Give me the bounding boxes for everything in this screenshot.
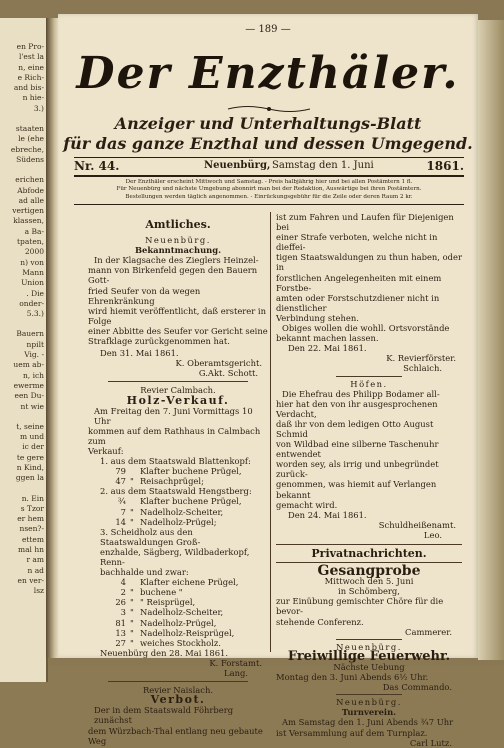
prev-page-line: ettem (21, 534, 44, 544)
holz-list-cell: 27 (115, 637, 126, 648)
prev-page-line: r am (26, 555, 44, 565)
issue-place: Neuenbürg, (204, 160, 271, 171)
holz-list-row (88, 638, 268, 648)
masthead-ornament-icon (226, 104, 312, 114)
holz-list-cell: " (130, 607, 134, 618)
text-line: ist zum Fahren und Laufen für Diejenigen bei (276, 212, 454, 233)
holz-list-cell: " (130, 627, 134, 638)
heading-verbot: Verbot. (150, 693, 206, 707)
hoefen-date: Den 24. Mai 1861. (288, 509, 367, 520)
text-line: einer Abbitte des Seufer vor Gericht seine (88, 325, 268, 336)
prev-page-line: n) von (20, 257, 44, 267)
prev-page-line: en ver- (17, 575, 44, 585)
text-line: Am Samstag den 1. Juni Abends ¾7 Uhr (282, 717, 454, 728)
text-line: ist Versammlung auf dem Turnplaz. (276, 727, 428, 738)
text-line: Der in dem Staatswald Föhrberg zunächst (94, 705, 234, 726)
prev-page-line: er hem (17, 514, 44, 524)
prev-page-line: l'est la (18, 52, 44, 62)
subscription-notice (74, 179, 464, 201)
prev-page-line: e Rich- (17, 72, 44, 82)
dateline-top-rule (74, 157, 464, 158)
text-line: Montag den 3. Juni Abends 6½ Uhr. (276, 672, 429, 683)
notice-line: Der Enzthäler erscheint Mittwoch und Samstag. - Preis halbjährig hier und bei allen Postämtern 1 fl. (125, 179, 413, 185)
text-line: Strafklage zurückgenommen hat. (88, 336, 230, 347)
prev-page-line (0, 319, 46, 329)
prev-page-line: en Pro- (16, 42, 44, 51)
prev-page-line (0, 412, 46, 422)
page-number: — 189 — (245, 24, 291, 35)
holz-list-cell (130, 577, 140, 587)
text-line: amten oder Forstschutzdiener nicht in dienstlicher (276, 292, 440, 313)
place-neuenbuerg-2: Neuenbürg. (336, 641, 402, 652)
klage-signature-office: K. Oberamtsgericht. (175, 358, 262, 369)
holz-item-3-list (88, 577, 268, 648)
issue-year: 1861. (426, 159, 464, 173)
text-line: bachhalde und zwar: (100, 567, 189, 578)
heading-turnverein: Turnverein. (341, 707, 397, 718)
holz-signature-office: K. Forstamt. (209, 657, 262, 668)
place-neuenbuerg: Neuenbürg. (145, 235, 211, 246)
book-gutter (46, 18, 58, 658)
holz-list-cell: 7 (120, 506, 126, 517)
prev-page-line: Bauern (16, 329, 44, 339)
divider (108, 681, 248, 682)
prev-page-line: le (ehe (18, 134, 44, 144)
holz-list-cell: " (130, 476, 134, 487)
holz-list-cell: Nadelholz-Prügel, (140, 617, 217, 628)
text-line: In der Klagsache des Zieglers Heinzel- (94, 255, 259, 266)
text-line: 3. Scheidholz aus den Staatswaldungen Groß- (100, 526, 201, 547)
prev-page-line: ebreche, (10, 144, 44, 154)
prev-page-line: n, eine (18, 62, 44, 72)
verbot-continuation (276, 212, 462, 343)
holz-list-cell: Klafter buchene Prügel, (140, 466, 242, 477)
feuer-signature: Das Commando. (382, 682, 452, 693)
holz-list-cell: Nadelholz-Scheiter, (140, 607, 224, 618)
prev-page-line: 2000 (24, 247, 44, 257)
hoefen-text (276, 389, 462, 510)
holz-item-1: 1. aus dem Staatswald Blattenkopf: (100, 456, 251, 467)
prev-page-line: n hie- (22, 93, 44, 103)
hoefen-signature-name: Leo. (423, 529, 442, 540)
text-line: enzhalde, Sägberg, Wildbaderkopf, Renn- (100, 546, 250, 567)
prev-page-line: Vig. - (24, 350, 44, 360)
prev-page-line: te gere (16, 452, 44, 462)
notice-bottom-rule (74, 204, 464, 205)
klage-signature-name: G.Akt. Schott. (198, 368, 258, 379)
holz-list-row (88, 597, 268, 607)
holz-list-cell: " (130, 637, 134, 648)
prev-page-line: ic der (22, 442, 44, 452)
text-line: zur Einübung gemischter Chöre für die bevor- (276, 596, 444, 617)
holz-list-cell: 2 (120, 587, 126, 598)
holz-list-cell: 3 (120, 607, 126, 618)
previous-page-fragment (0, 18, 48, 682)
turn-signature: Carl Lutz. (409, 737, 452, 748)
prev-page-line: erichen (15, 175, 44, 185)
holz-list-cell: " (130, 617, 134, 628)
holz-list-cell: ¾ (117, 496, 126, 507)
prev-page-line: n, ich (22, 370, 44, 380)
text-line: Obiges wollen die wohll. Ortsvorstände (282, 323, 450, 334)
holz-list-cell: 47 (115, 476, 126, 487)
heading-holzverkauf: Holz-Verkauf. (126, 393, 230, 407)
holz-list-cell: weiches Stockholz. (140, 637, 221, 648)
column-separator (270, 212, 271, 652)
divider (108, 381, 248, 382)
holz-list-cell: " (130, 516, 134, 527)
text-line: daß ihr von dem ledigen Otto August Schmid (276, 418, 434, 439)
notice-line: Für Neuenbürg und nächste Umgebung abonnirt man bei der Redaktion, Auswärtige bei ihren Postämtern. (116, 186, 422, 193)
holz-list-row (88, 628, 268, 638)
holz-list-cell: " (130, 597, 134, 608)
prev-page-line: 3.) (33, 103, 44, 113)
revier-calmbach: Revier Calmbach. (140, 385, 216, 396)
text-line: fried Seufer von da wegen Ehrenkränkung (88, 285, 201, 306)
prev-page-line: n ad (27, 565, 44, 575)
prev-page-line: ewerme (13, 380, 44, 390)
place-hoefen: Höfen. (350, 378, 388, 389)
holz-item-1-list (88, 466, 268, 486)
right-column (276, 212, 462, 748)
dateline-bottom-rule (74, 175, 464, 177)
heading-feuerwehr: Freiwillige Feuerwehr. (287, 648, 451, 664)
holz-list-cell: Nadelholz-Prügel; (140, 516, 217, 527)
text-line: Die Ehefrau des Philipp Bodamer all- (282, 388, 440, 399)
prev-page-line (0, 484, 46, 494)
prev-page-line: t, seine (16, 421, 44, 431)
text-line: Nächste Uebung (333, 661, 405, 672)
prev-page-line: Union (21, 278, 44, 288)
prev-page-line: n Kind, (16, 462, 44, 472)
prev-page-line: een Du- (14, 391, 44, 401)
prev-page-line: klassen, (13, 216, 44, 226)
holz-list-cell: 4 (120, 577, 126, 588)
masthead-subtitle-2: für das ganze Enzthal und dessen Umgegend. (63, 134, 473, 153)
page-edge (478, 20, 504, 660)
holz-list-cell (130, 466, 140, 476)
text-line: Mittwoch den 5. Juni (324, 576, 414, 587)
holz-list-row (88, 517, 268, 527)
holz-list-cell: " (130, 506, 134, 517)
prev-page-line: a Ba- (24, 226, 44, 236)
divider (336, 376, 402, 377)
holz-list-row (88, 587, 268, 597)
prev-page-line: staaten (15, 124, 44, 134)
section-privatnachrichten: Privatnachrichten. (311, 547, 427, 560)
prev-page-line: n. Ein (21, 493, 44, 503)
text-line: tigen Staatswaldungen zu thun haben, oder in (276, 252, 462, 273)
holz-item-2-list (88, 496, 268, 526)
issue-number: Nr. 44. (74, 159, 120, 173)
holz-list-cell: Reisachprügel; (140, 476, 204, 487)
text-line: Verbindung stehen. (276, 312, 359, 323)
prev-page-line (0, 114, 46, 124)
prev-page-line: uem ab- (13, 360, 44, 370)
text-line: gemacht wird. (276, 499, 338, 510)
klage-text (88, 255, 268, 346)
text-line: von Wildbad eine silberne Taschenuhr entwendet (276, 439, 439, 460)
notice-line: Bestellungen werden täglich angenommen. - Einrückungsgebühr für die Zeile oder deren Raum 2 kr. (125, 193, 413, 200)
prev-page-line: and bis- (13, 83, 44, 93)
holz-list-row (88, 476, 268, 486)
text-line: dem Würzbach-Thal entlang neu gebaute Weg (88, 725, 263, 746)
text-line: forstlichen Angelegenheiten mit einem Forstbe- (276, 272, 442, 293)
prev-page-line: npilt (26, 339, 44, 349)
verbot-date: Den 22. Mai 1861. (288, 343, 367, 354)
prev-page-line: vertigen (12, 206, 44, 216)
prev-page-line: onder- (19, 298, 44, 308)
prev-page-line: 5.3.) (26, 309, 44, 319)
text-line: mann von Birkenfeld gegen den Bauern Gott- (88, 265, 258, 286)
text-line: stehende Conferenz. (276, 616, 364, 627)
holz-list-cell (130, 496, 140, 506)
verbot-signature-office: K. Revierförster. (386, 353, 456, 364)
holz-intro (88, 406, 268, 456)
klage-date: Den 31. Mai 1861. (100, 348, 179, 359)
heading-bekanntmachung: Bekanntmachung. (134, 245, 222, 256)
text-line: Verkauf: (88, 445, 124, 456)
holz-list-row (88, 466, 268, 476)
text-line: einer Strafe verboten, welche nicht in dieffei- (276, 232, 438, 253)
revier-naislach: Revier Naislach. (142, 685, 213, 696)
holz-item-3 (88, 527, 268, 577)
prev-page-line: m und (20, 432, 44, 442)
holz-signature-name: Lang. (224, 668, 248, 679)
text-line: kommen auf dem Rathhaus in Calmbach zum (88, 425, 261, 446)
prev-page-line: . Die (26, 288, 44, 298)
gesang-signature: Cammerer. (405, 626, 452, 637)
holz-list-cell: buchene " (140, 587, 183, 598)
divider (336, 639, 402, 640)
text-line: bekannt machen lassen. (276, 333, 379, 344)
holz-list-row (88, 618, 268, 628)
divider (336, 694, 402, 695)
place-neuenbuerg-3: Neuenbürg. (336, 697, 402, 708)
prev-page-line: Abfode (17, 185, 44, 195)
prev-page-line: mal hn (17, 545, 44, 555)
verbot-signature-name: Schlaich. (403, 363, 442, 374)
section-amtliches: Amtliches. (145, 218, 211, 231)
newspaper-page (58, 14, 478, 748)
holz-list-row (88, 507, 268, 517)
heading-gesangprobe: Gesangprobe (317, 563, 421, 580)
issue-date: Samstag den 1. Juni (272, 160, 374, 171)
prev-page-line: Mann (22, 267, 44, 277)
text-line: genommen, was hiemit auf Verlangen bekannt (276, 479, 437, 500)
holz-list-row (88, 496, 268, 506)
prev-page-line: nt wie (20, 401, 44, 411)
holz-date: Neuenbürg den 28. Mai 1861. (100, 647, 229, 658)
hoefen-signature-office: Schuldheißenamt. (378, 519, 456, 530)
holz-list-cell: " Reisprügel, (140, 597, 196, 608)
holz-list-row (88, 577, 268, 587)
prev-page-line: Südens (16, 154, 44, 164)
holz-list-cell: Nadelholz-Reisprügel, (140, 627, 235, 638)
prev-page-line (0, 165, 46, 175)
masthead-title: Der Enzthäler. (76, 48, 460, 99)
holz-item-2: 2. aus dem Staatswald Hengstberg: (100, 486, 252, 497)
holz-list-cell: Nadelholz-Scheiter, (140, 506, 224, 517)
prev-page-line: ggen la (15, 473, 44, 483)
text-line: wird hiemit veröffentlicht, daß ersterer in Folge (88, 305, 266, 326)
holz-list-cell: 13 (115, 627, 126, 638)
holz-list-cell: 81 (115, 617, 126, 628)
prev-page-line: tpaten, (17, 237, 44, 247)
prev-page-line: lsz (33, 586, 44, 596)
text-line: in Schömberg, (338, 586, 400, 597)
holz-list-cell: Klafter buchene Prügel, (140, 496, 242, 507)
prev-page-line: nsen?- (19, 524, 44, 534)
text-line: worden sey, als irrig und unbegründet zurück- (276, 459, 439, 480)
holz-list-cell: Klafter eichene Prügel, (140, 577, 239, 588)
holz-list-row (88, 607, 268, 617)
holz-list-cell: 26 (115, 597, 126, 608)
prev-page-line: s Tzor (20, 503, 44, 513)
holz-list-cell: 14 (115, 516, 126, 527)
text-line: hier hat den von ihr ausgesprochenen Verdacht, (276, 398, 438, 419)
divider (276, 544, 462, 545)
masthead-subtitle-1: Anzeiger und Unterhaltungs-Blatt (114, 114, 422, 133)
holz-list-cell: 79 (115, 466, 126, 477)
text-line: Am Freitag den 7. Juni Vormittags 10 Uhr (94, 405, 253, 426)
holz-list-cell: " (130, 587, 134, 598)
prev-page-line: ad alle (18, 195, 44, 205)
